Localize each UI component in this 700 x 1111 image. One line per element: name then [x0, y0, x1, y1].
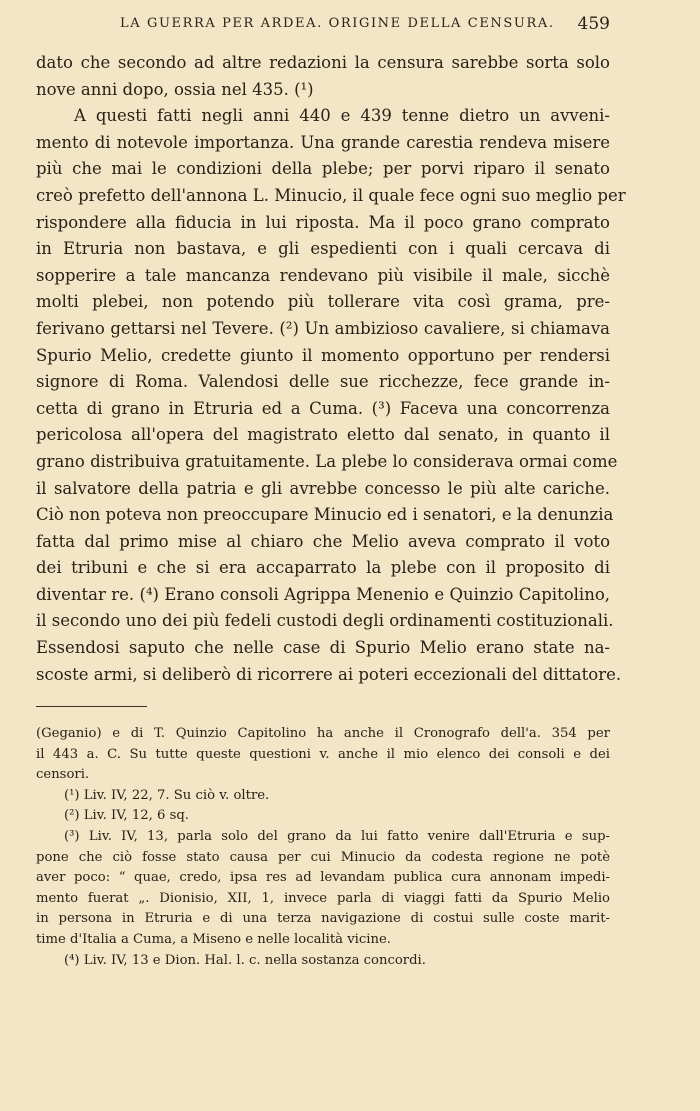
text-line: diventar re. (⁴) Erano consoli Agrippa Menenio e Quinzio Capitolino, — [36, 584, 610, 604]
text-line: Essendosi saputo che nelle case di Spurio Melio erano state na- — [36, 638, 610, 658]
footnote-line: censori. — [36, 767, 90, 783]
text-line: scoste armi, si deliberò di ricorrere ai poteri eccezionali del dittatore. — [36, 664, 622, 684]
text-line: cetta di grano in Etruria ed a Cuma. (³) Faceva una concorrenza — [36, 398, 610, 418]
text-line: più che mai le condizioni della plebe; per porvi riparo il senato — [36, 159, 610, 179]
text-line: dei tribuni e che si era accaparrato la plebe con il proposito di — [36, 558, 610, 578]
text-line: nove anni dopo, ossia nel 435. (¹) — [36, 79, 314, 99]
text-line: grano distribuiva gratuitamente. La plebe lo considerava ormai come — [36, 451, 618, 471]
footnote-line: il 443 a. C. Su tutte queste questioni v. anche il mio elenco dei consoli e dei — [36, 746, 610, 762]
page-header — [36, 14, 610, 36]
footnote-1: (¹) Liv. IV, 22, 7. Su ciò v. oltre. — [64, 787, 270, 803]
text-line: pericolosa all'opera del magistrato eletto dal senato, in quanto il — [36, 425, 610, 445]
text-line: dato che secondo ad altre redazioni la censura sarebbe sorta solo — [36, 53, 610, 72]
footnote-divider — [36, 706, 147, 707]
footnotes — [36, 724, 610, 971]
footnote-line: time d'Italia a Cuma, a Miseno e nelle località vicine. — [36, 931, 391, 947]
footnote-4: (⁴) Liv. IV, 13 e Dion. Hal. l. c. nella sostanza concordi. — [64, 952, 426, 968]
text-line: fatta dal primo mise al chiaro che Melio aveva comprato il voto — [36, 531, 610, 551]
footnote-line: pone che ciò fosse stato causa per cui Minucio da codesta regione ne potè — [36, 849, 610, 865]
footnote-line: mento fuerat „. Dionisio, XII, 1, invece parla di viaggi fatti da Spurio Melio — [36, 890, 610, 906]
text-line: Ciò non poteva non preoccupare Minucio ed i senatori, e la denunzia — [36, 505, 614, 525]
text-line: in Etruria non bastava, e gli espedienti con i quali cercava di — [36, 239, 610, 259]
footnote-line: (Geganio) e di T. Quinzio Capitolino ha anche il Cronografo dell'a. 354 per — [36, 726, 610, 741]
text-line: sopperire a tale mancanza rendevano più visibile il male, sicchè — [36, 265, 610, 285]
text-line: Spurio Melio, credette giunto il momento opportuno per rendersi — [36, 345, 610, 365]
footnote-2: (²) Liv. IV, 12, 6 sq. — [64, 808, 189, 824]
text-line: signore di Roma. Valendosi delle sue ricchezze, fece grande in- — [36, 372, 610, 392]
footnote-line: in persona in Etruria e di una terza navigazione di costui sulle coste marit- — [36, 911, 610, 927]
text-line: molti plebei, non potendo più tollerare vita così grama, pre- — [36, 292, 610, 312]
running-head: LA GUERRA PER ARDEA. ORIGINE DELLA CENSURA. — [120, 16, 555, 31]
text-line: mento di notevole importanza. Una grande carestia rendeva misere — [36, 132, 610, 152]
footnote-line: aver poco: “ quae, credo, ipsa res ad levandam publica cura annonam impedi- — [36, 870, 610, 886]
text-line: il secondo uno dei più fedeli custodi degli ordinamenti costituzionali. — [36, 611, 614, 631]
text-line: rispondere alla fiducia in lui riposta. Ma il poco grano comprato — [36, 212, 610, 232]
text-line: creò prefetto dell'annona L. Minucio, il quale fece ogni suo meglio per — [36, 185, 626, 205]
text-line: ferivano gettarsi nel Tevere. (²) Un ambizioso cavaliere, si chiamava — [36, 318, 610, 338]
main-text — [36, 50, 626, 688]
text-line: il salvatore della patria e gli avrebbe concesso le più alte cariche. — [36, 478, 610, 498]
page-number: 459 — [577, 14, 610, 34]
text-line: A questi fatti negli anni 440 e 439 tenne dietro un avveni- — [74, 106, 610, 126]
footnote-3: (³) Liv. IV, 13, parla solo del grano da lui fatto venire dall'Etruria e sup- — [64, 828, 610, 844]
